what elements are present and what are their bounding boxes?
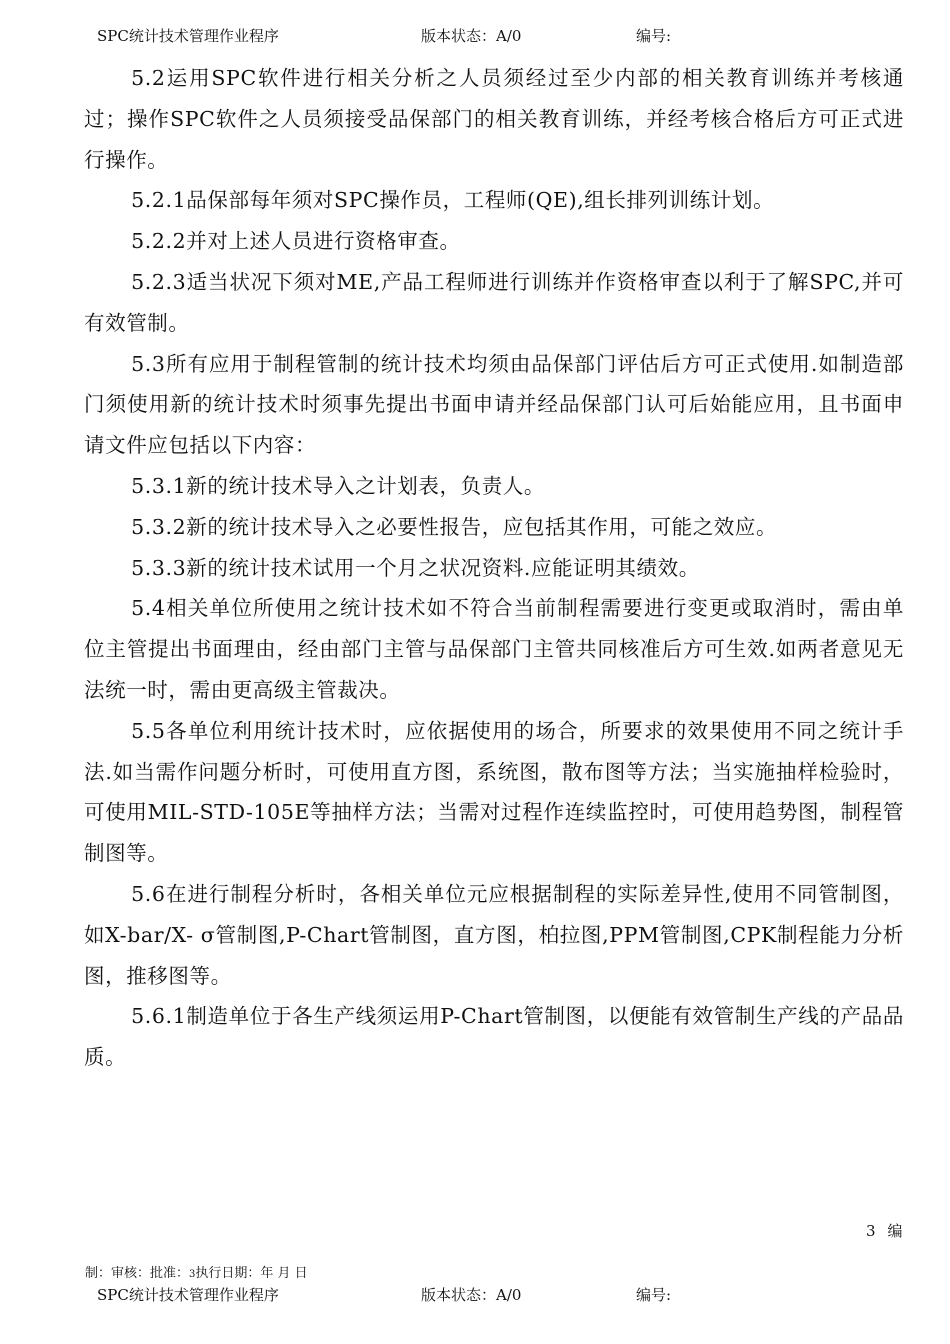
paragraph-5-2: 5.2运用SPC软件进行相关分析之人员须经过至少内部的相关教育训练并考核通过；操作SPC软件之人员须接受品保部门的相关教育训练，并经考核合格后方可正式进行操作。 [84, 66, 904, 172]
signature-line [85, 1262, 308, 1281]
page-header-top [0, 24, 950, 48]
sign-roles: 制：审核：批准： [85, 1266, 190, 1281]
page-number-value: 3 [866, 1222, 876, 1240]
sign-small-number: 3 [189, 1269, 196, 1280]
sign-execution-date: 执行日期：年 月 日 [195, 1266, 308, 1281]
header-doc-code-next: 编号: [636, 1286, 672, 1304]
header-doc-code: 编号: [636, 27, 672, 45]
paragraph-5-3-2: 5.3.2新的统计技术导入之必要性报告，应包括其作用，可能之效应。 [131, 514, 778, 539]
page-number-suffix: 编 [887, 1222, 903, 1240]
header-version-status: 版本状态：A/0 [421, 27, 522, 45]
paragraph-5-5: 5.5各单位利用统计技术时，应依据使用的场合，所要求的效果使用不同之统计手法.如当需作问题分析时，可使用直方图，系统图，散布图等方法；当实施抽样检验时，可使用MIL-STD-105E等抽样方法；当需对过程作连续监控时，可使用趋势图，制程管制图等。 [84, 718, 904, 866]
paragraph-5-3-3: 5.3.3新的统计技术试用一个月之状况资料.应能证明其绩效。 [131, 555, 700, 580]
paragraph-5-2-2: 5.2.2并对上述人员进行资格审查。 [131, 229, 461, 254]
paragraph-5-3: 5.3所有应用于制程管制的统计技术均须由品保部门评估后方可正式使用.如制造部门须使用新的统计技术时须事先提出书面申请并经品保部门认可后始能应用，且书面申请文件应包括以下内容： [84, 351, 904, 458]
paragraph-5-4: 5.4相关单位所使用之统计技术如不符合当前制程需要进行变更或取消时，需由单位主管提出书面理由，经由部门主管与品保部门主管共同核准后方可生效.如两者意见无法统一时，需由更高级主管裁决。 [84, 596, 904, 702]
paragraph-5-2-3: 5.2.3适当状况下须对ME,产品工程师进行训练并作资格审查以利于了解SPC,并可有效管制。 [84, 269, 904, 335]
header-version-status-next: 版本状态：A/0 [421, 1286, 522, 1304]
document-body [84, 58, 904, 1078]
page-number [866, 1220, 903, 1241]
paragraph-5-2-1: 5.2.1品保部每年须对SPC操作员，工程师(QE),组长排列训练计划。 [131, 188, 775, 213]
paragraph-5-3-1: 5.3.1新的统计技术导入之计划表，负责人。 [131, 473, 546, 498]
header-doc-title: SPC统计技术管理作业程序 [97, 27, 279, 45]
page-header-next [0, 1283, 950, 1307]
paragraph-5-6-1: 5.6.1制造单位于各生产线须运用P-Chart管制图，以便能有效管制生产线的产品品质。 [84, 1004, 904, 1070]
header-doc-title-next: SPC统计技术管理作业程序 [97, 1286, 279, 1304]
paragraph-5-6: 5.6在进行制程分析时，各相关单位元应根据制程的实际差异性,使用不同管制图，如X-bar/X- σ管制图,P-Chart管制图，直方图，柏拉图,PPM管制图,CPK制程能力分析图，推移图等。 [84, 881, 904, 988]
